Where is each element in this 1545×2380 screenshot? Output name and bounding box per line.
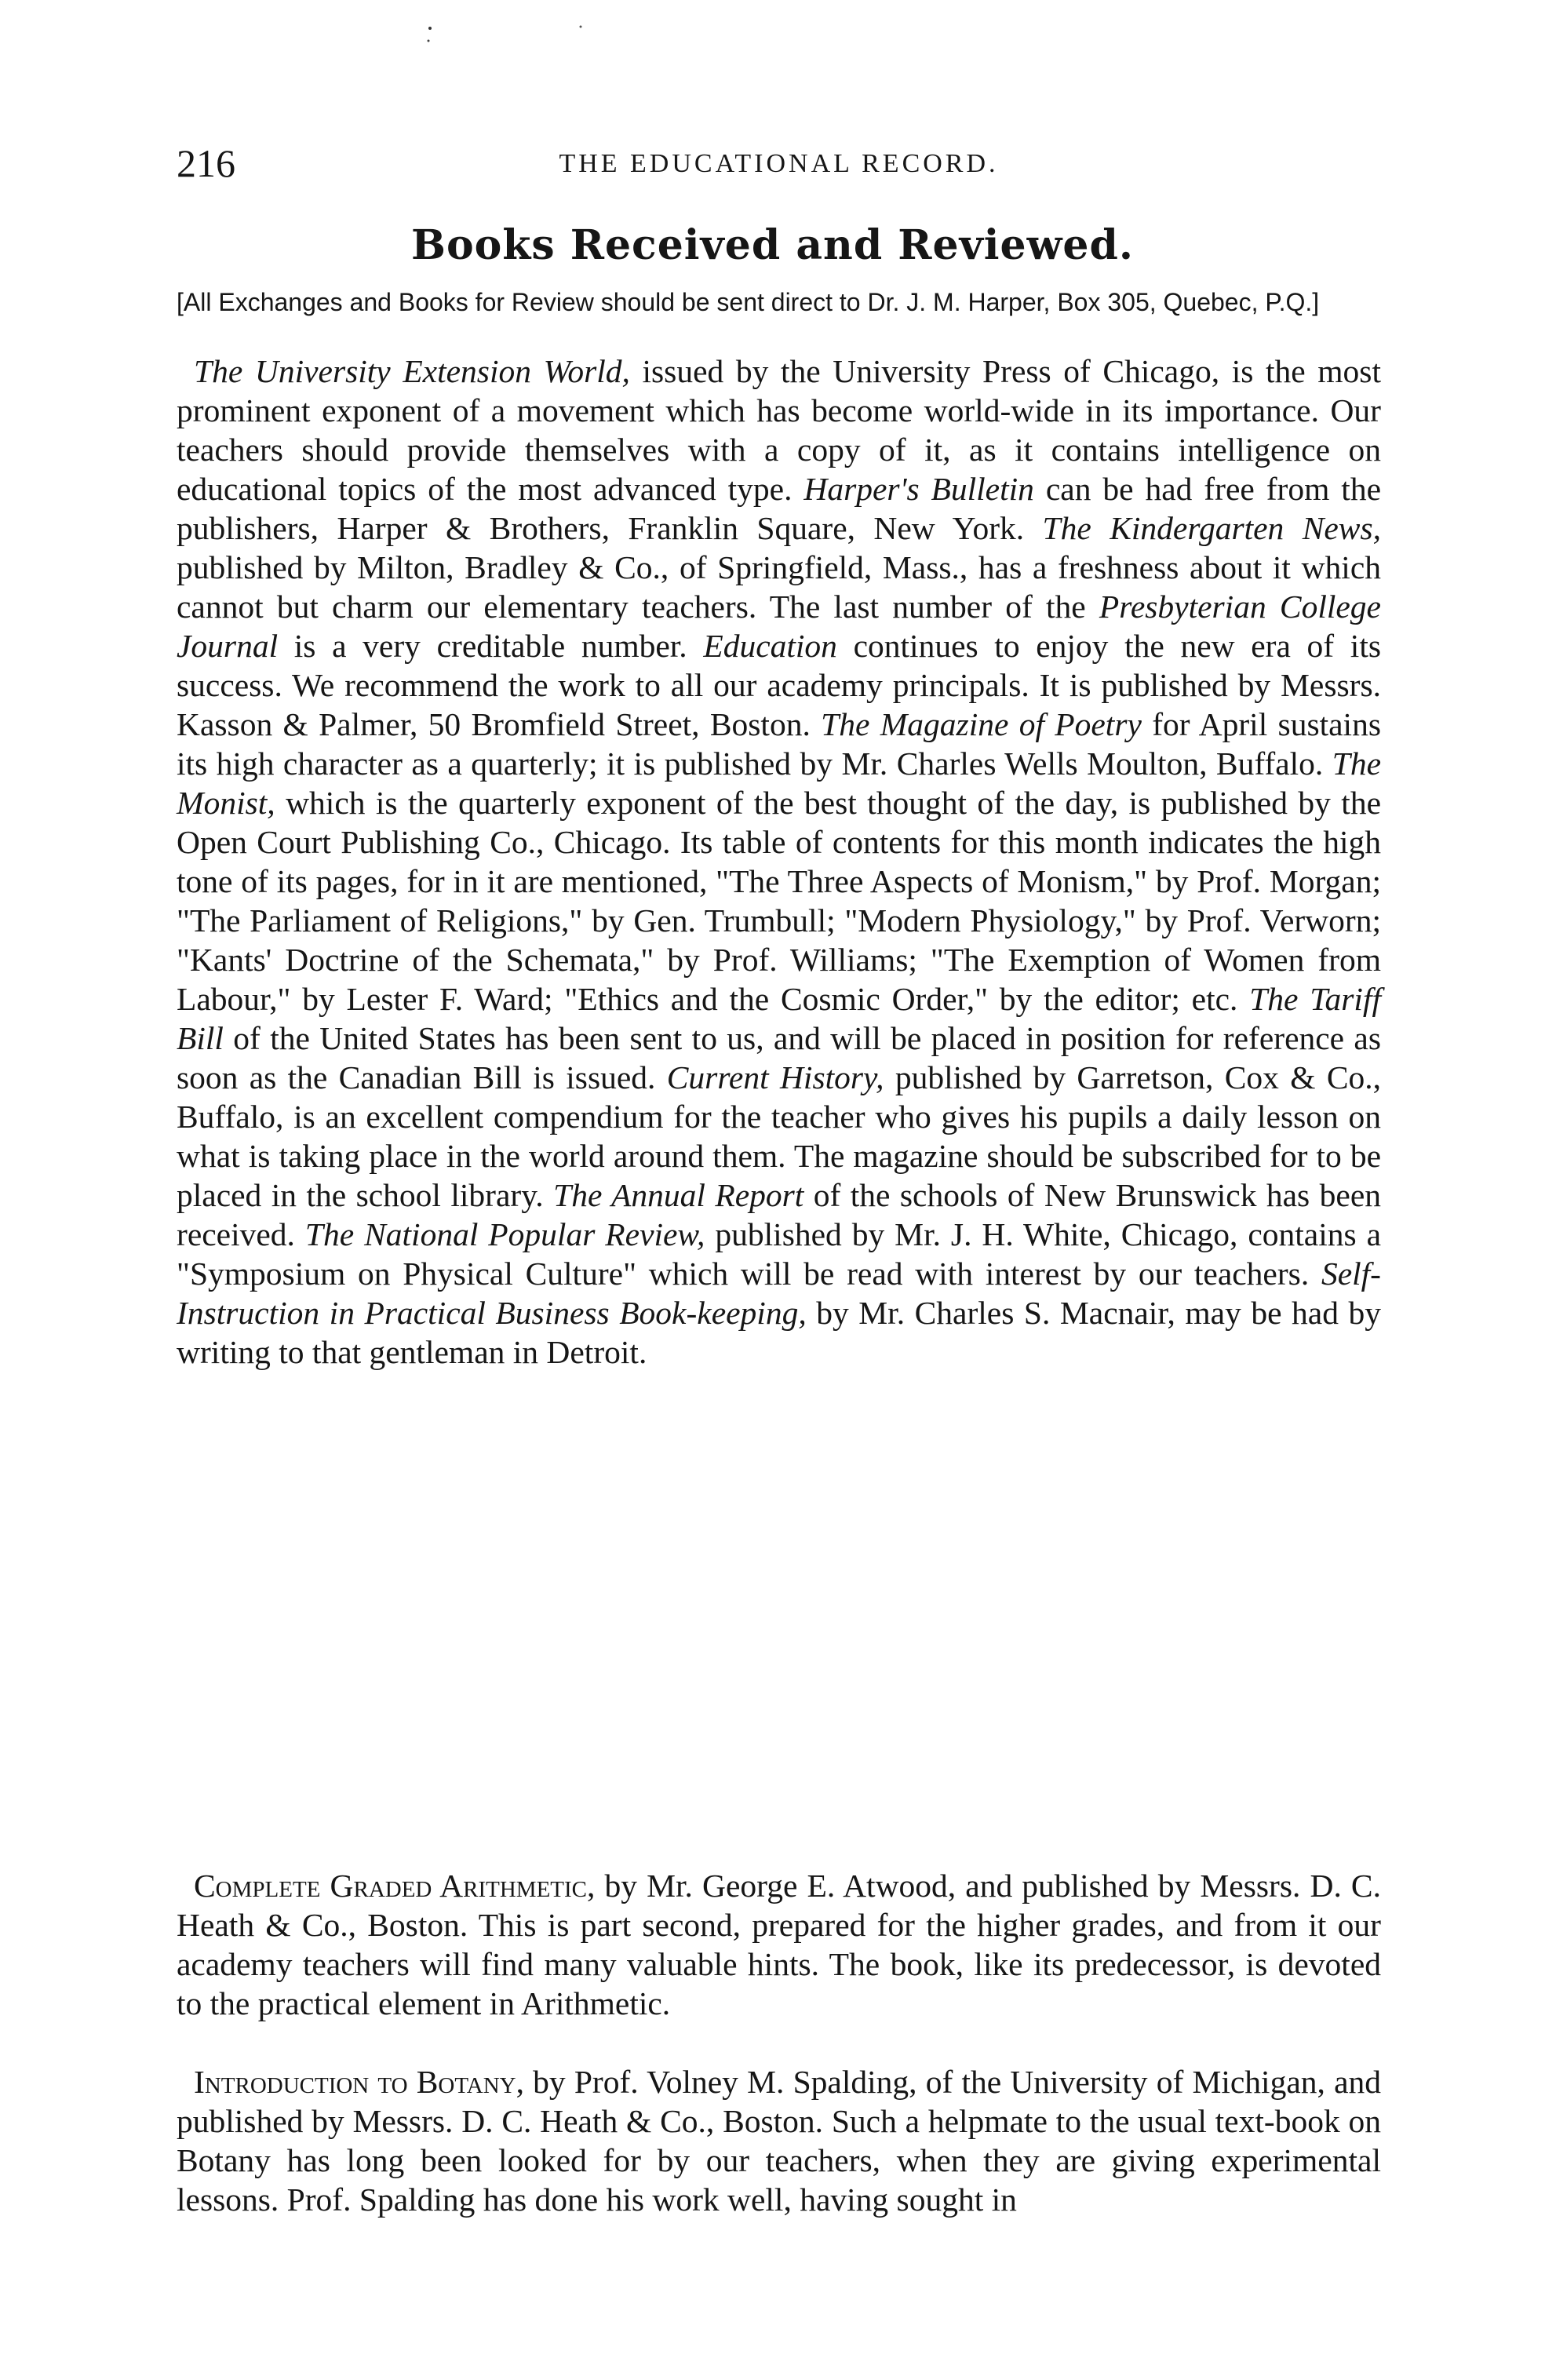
paragraph-text: can be had free from the publishers, Harper & Brothers, Franklin Square, New York. <box>177 471 1382 546</box>
running-head <box>177 140 1381 195</box>
review-paragraph-arithmetic <box>177 1866 1381 2023</box>
paragraph-text: continues to enjoy the new era of its success. We recommend the work to all our academy principals. It is published by Messrs. Kasson & Palmer, 50 Bromfield Street, Boston. <box>177 628 1381 742</box>
title-self-instruction-book-keeping: Self-Instruction in Practical Business Book-keeping, <box>177 1256 1381 1331</box>
paragraph-text: published by Garretson, Cox & Co., Buffalo, is an excellent compendium for the teacher who gives his pupils a daily lesson on what is taking place in the world around them. The magazine should be subscribed for to be placed in the school library. <box>177 1059 1382 1213</box>
paragraph-text: which is the quarterly exponent of the best thought of the day, is published by the Open Court Publishing Co., Chicago. Its table of contents for this month indicates the high tone of its pages, for in it are mentioned, "The Three Aspects of Monism," by Prof. Morgan; "The Parliament of Religions," by Gen. Trumbull; "Modern Physiology," by Prof. Verworn; "Kants' Doctrine of the Schemata," by Prof. Williams; "The Exemption of Women from Labour," by Lester F. Ward; "Ethics and the Cosmic Order," by the editor; etc. <box>177 785 1381 1017</box>
title-kindergarten-news: The Kindergarten News, <box>1042 510 1381 546</box>
journal-title: THE EDUCATIONAL RECORD. <box>559 149 999 178</box>
paragraph-text: is a very creditable number. <box>278 628 704 664</box>
paragraph-text: for April sustains its high character as a quarterly; it is published by Mr. Charles Wells Moulton, Buffalo. <box>177 706 1381 782</box>
submission-note: [All Exchanges and Books for Review should be sent direct to Dr. J. M. Harper, Box 305, Quebec, P.Q.] <box>177 288 1320 316</box>
title-current-history: Current History, <box>666 1059 884 1095</box>
scan-specks <box>0 24 1545 55</box>
paragraph-text: by Mr. George E. Atwood, and published by Messrs. D. C. Heath & Co., Boston. This is part second, prepared for the higher grades, and from it our academy teachers will find many valuable hints. The book, like its predecessor, is devoted to the practical element in Arithmetic. <box>177 1868 1381 2021</box>
paragraph-text: by Mr. Charles S. Macnair, may be had by writing to that gentleman in Detroit. <box>177 1295 1382 1370</box>
section-heading: Books Received and Reviewed. <box>411 221 1134 269</box>
title-presbyterian-college-journal: Presbyterian College Journal <box>177 589 1381 664</box>
title-harpers-bulletin: Harper's Bulletin <box>803 471 1034 507</box>
paragraph-text: of the United States has been sent to us, and will be placed in position for reference as soon as the Canadian Bill is issued. <box>177 1020 1381 1095</box>
title-the-monist: The Monist, <box>177 745 1381 821</box>
paragraph-text: issued by the University Press of Chicago, is the most prominent exponent of a movement which has become world-wide in its importance. Our teachers should provide themselves with a copy of it, as it contains intelligence on educational topics of the most advanced type. <box>177 353 1381 507</box>
title-annual-report: The Annual Report <box>553 1177 804 1213</box>
title-introduction-to-botany: Introduction to Botany, <box>194 2064 524 2100</box>
paragraph-text: by Prof. Volney M. Spalding, of the University of Michigan, and published by Messrs. D. C. Heath & Co., Boston. Such a helpmate to the usual text-book on Botany has long been looked for by our teachers, when they are giving experimental lessons. Prof. Spalding has done his work well, having sought in <box>177 2064 1381 2218</box>
paragraph-text: published by Mr. J. H. White, Chicago, contains a "Symposium on Physical Culture" which will be read with interest by our teachers. <box>177 1216 1382 1292</box>
title-complete-graded-arithmetic: Complete Graded Arithmetic, <box>194 1868 596 1904</box>
title-university-extension-world: The University Extension World, <box>194 353 630 389</box>
review-paragraph-botany <box>177 2062 1381 2219</box>
paragraph-text: of the schools of New Brunswick has been received. <box>177 1177 1381 1252</box>
review-paragraph-periodicals <box>177 352 1381 1372</box>
title-education: Education <box>703 628 837 664</box>
paragraph-text: published by Milton, Bradley & Co., of Springfield, Mass., has a freshness about it which cannot but charm our elementary teachers. The last number of the <box>177 549 1381 625</box>
page-number: 216 <box>177 141 235 185</box>
title-tariff-bill: The Tariff Bill <box>177 981 1381 1056</box>
title-national-popular-review: The National Popular Review, <box>304 1216 705 1252</box>
title-magazine-of-poetry: The Magazine of Poetry <box>821 706 1142 742</box>
